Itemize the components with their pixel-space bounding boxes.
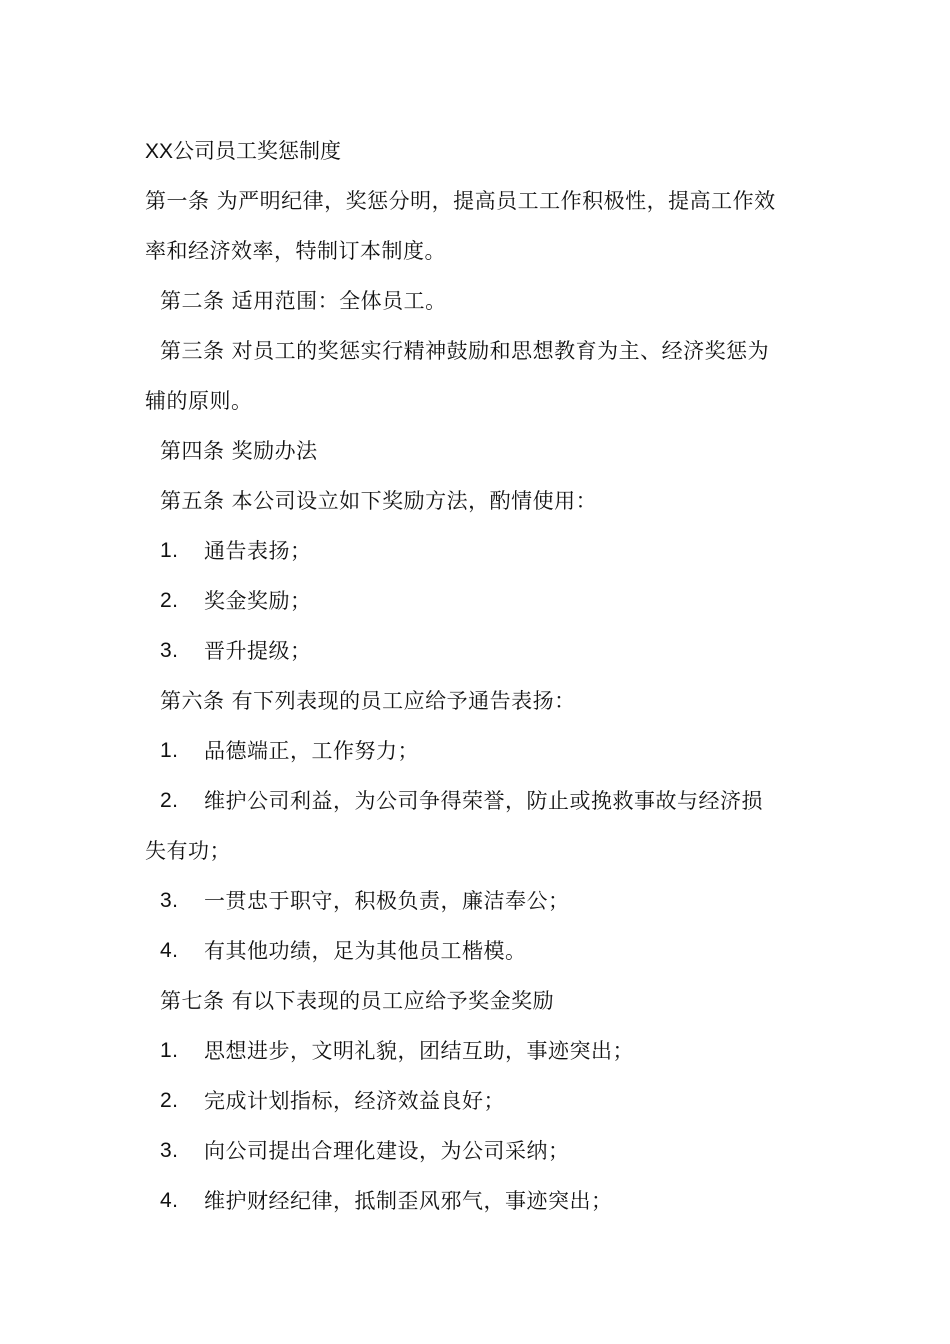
list-text: 有其他功绩，足为其他员工楷模。 — [204, 939, 527, 963]
list-number: 1. — [160, 1039, 179, 1062]
list-text: 通告表扬； — [204, 539, 312, 563]
list-item — [145, 926, 810, 976]
list-item — [145, 776, 810, 826]
list-number: 1. — [160, 539, 179, 562]
list-number: 3. — [160, 889, 179, 912]
list-number: 1. — [160, 739, 179, 762]
list-item — [145, 726, 810, 776]
list-text: 晋升提级； — [204, 639, 312, 663]
list-text: 维护公司利益，为公司争得荣誉，防止或挽救事故与经济损 — [204, 789, 763, 813]
article-1-line-2: 率和经济效率，特制订本制度。 — [145, 239, 446, 263]
list-text: 维护财经纪律，抵制歪风邪气，事迹突出； — [204, 1189, 613, 1213]
list-item — [145, 626, 810, 676]
article-7: 第七条 有以下表现的员工应给予奖金奖励 — [160, 989, 555, 1013]
list-number: 4. — [160, 939, 179, 962]
list-item — [145, 1076, 810, 1126]
article-3-line-1: 第三条 对员工的奖惩实行精神鼓励和思想教育为主、经济奖惩为 — [160, 339, 770, 363]
list-number: 4. — [160, 1189, 179, 1212]
list-item — [145, 1126, 810, 1176]
article-5: 第五条 本公司设立如下奖励方法，酌情使用： — [160, 489, 598, 513]
list-text: 完成计划指标，经济效益良好； — [204, 1089, 505, 1113]
list-number: 3. — [160, 1139, 179, 1162]
list-text: 奖金奖励； — [204, 589, 312, 613]
list-number: 3. — [160, 639, 179, 662]
article-4: 第四条 奖励办法 — [160, 439, 318, 463]
list-item-continuation: 失有功； — [145, 839, 231, 863]
list-text: 一贯忠于职守，积极负责，廉洁奉公； — [204, 889, 570, 913]
list-number: 2. — [160, 589, 179, 612]
article-1-line-1: 第一条 为严明纪律，奖惩分明，提高员工工作积极性，提高工作效 — [145, 189, 776, 213]
list-item — [145, 576, 810, 626]
list-number: 2. — [160, 1089, 179, 1112]
list-text: 向公司提出合理化建设，为公司采纳； — [204, 1139, 570, 1163]
article-3-line-2: 辅的原则。 — [145, 389, 253, 413]
article-2: 第二条 适用范围：全体员工。 — [160, 289, 447, 313]
title-text: 公司员工奖惩制度 — [173, 139, 342, 163]
document-page — [145, 126, 810, 1226]
document-title — [145, 126, 810, 176]
list-text: 品德端正，工作努力； — [204, 739, 419, 763]
list-item — [145, 1026, 810, 1076]
list-number: 2. — [160, 789, 179, 812]
list-item — [145, 1176, 810, 1226]
list-text: 思想进步，文明礼貌，团结互助，事迹突出； — [204, 1039, 634, 1063]
list-item — [145, 526, 810, 576]
article-6: 第六条 有下列表现的员工应给予通告表扬： — [160, 689, 576, 713]
list-item — [145, 876, 810, 926]
title-prefix: XX — [145, 140, 174, 163]
